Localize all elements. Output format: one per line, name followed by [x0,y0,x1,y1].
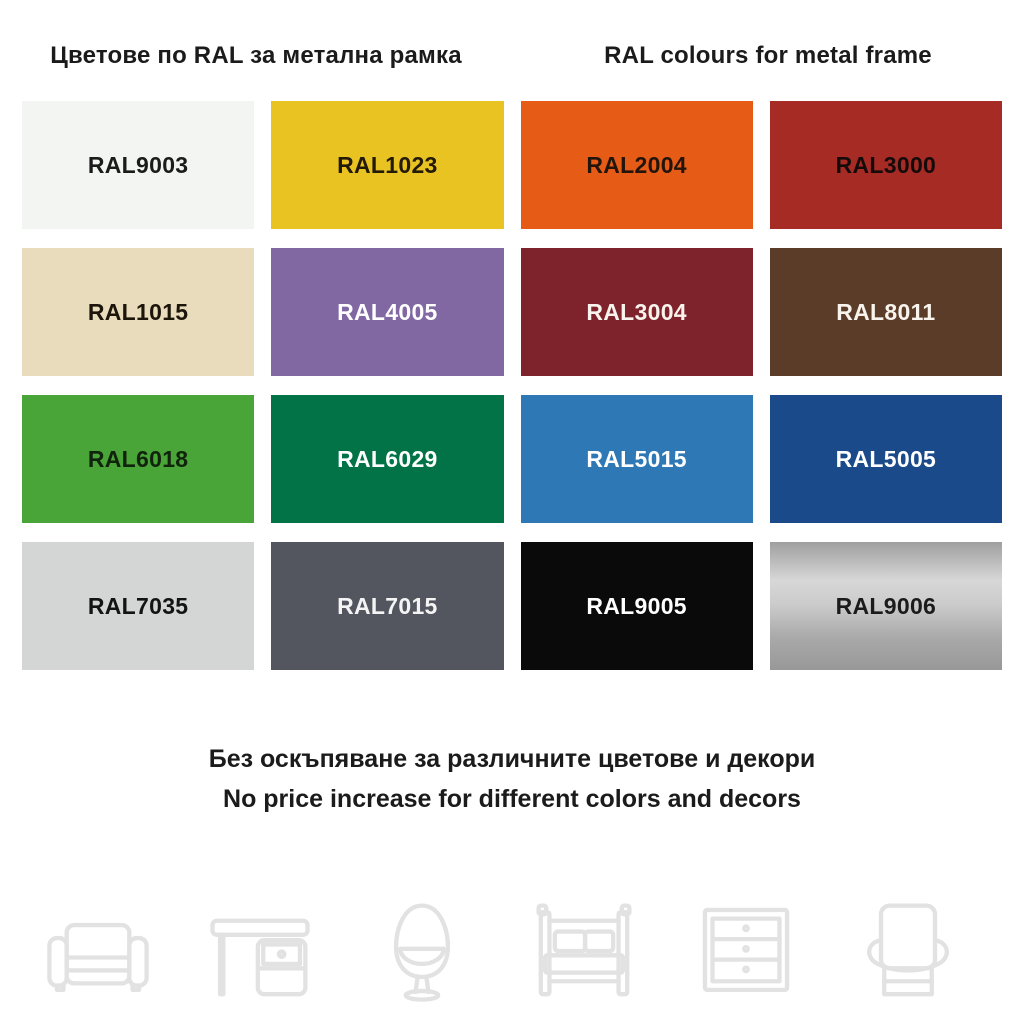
swatch-label: RAL9003 [87,151,189,178]
swatch-ral7015 [271,542,503,670]
swatch-label: RAL1023 [337,151,438,178]
swatch-label: RAL9005 [586,592,687,619]
swatch-label: RAL6029 [337,445,438,472]
swatch-grid [22,101,1002,670]
swatch-label: RAL7015 [337,592,438,619]
swatch-label: RAL7035 [87,592,189,619]
swatch-label: RAL2004 [586,151,687,178]
furniture-icon-strip [0,897,1024,1005]
armchair-icon [852,897,964,1005]
swatch-label: RAL4005 [337,298,438,325]
swatch-label: RAL5005 [835,445,937,472]
swatch-ral1023 [271,101,503,229]
egg-chair-icon [366,897,478,1005]
swatch-ral7035 [22,542,254,670]
swatch-label: RAL5015 [586,445,687,472]
swatch-ral5005 [770,395,1002,523]
swatch-ral1015 [22,248,254,376]
note-bulgarian: Без оскъпяване за различните цветове и декори [208,745,816,773]
title-english: RAL colours for metal frame [604,42,932,69]
swatch-label: RAL3000 [835,151,937,178]
desk-icon [204,897,316,1005]
swatch-label: RAL6018 [87,445,189,472]
swatch-ral4005 [271,248,503,376]
swatch-ral9005 [521,542,753,670]
swatch-ral6029 [271,395,503,523]
swatch-ral3000 [770,101,1002,229]
swatch-label: RAL9006 [835,592,937,619]
swatch-ral9003 [22,101,254,229]
swatch-ral2004 [521,101,753,229]
note-english: No price increase for different colors and decors [223,785,801,813]
swatch-ral8011 [770,248,1002,376]
swatch-ral9006 [770,542,1002,670]
dresser-icon [690,897,802,1005]
header-row [0,0,1024,70]
bed-icon [528,897,640,1005]
swatch-label: RAL8011 [836,298,936,325]
no-price-increase-note [0,739,1024,819]
swatch-ral6018 [22,395,254,523]
swatch-label: RAL3004 [586,298,687,325]
title-bulgarian: Цветове по RAL за метална рамка [50,42,462,69]
swatch-ral5015 [521,395,753,523]
sofa-icon [42,897,154,1005]
swatch-ral3004 [521,248,753,376]
swatch-label: RAL1015 [87,298,189,325]
